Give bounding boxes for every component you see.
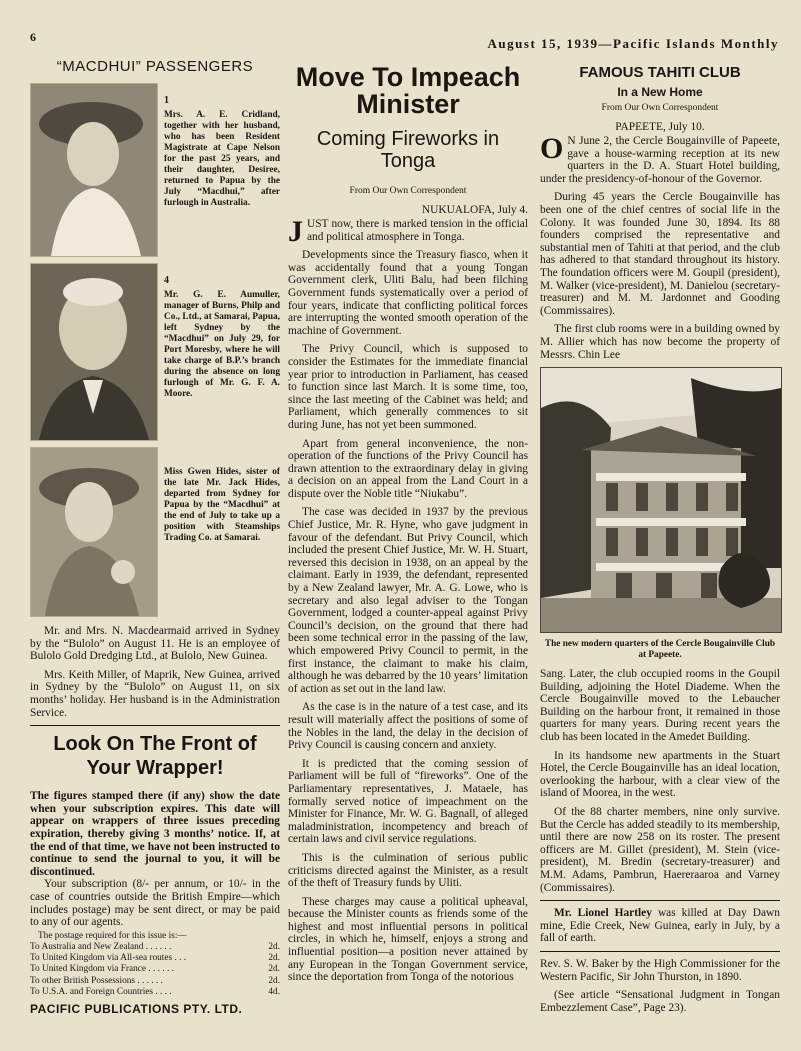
page-number: 6 [30, 30, 36, 44]
running-header: August 15, 1939—Pacific Islands Monthly [487, 36, 779, 51]
postage-amount: 4d. [268, 986, 280, 997]
news-paragraph [540, 907, 780, 945]
article-paragraph: As the case is in the nature of a test case, and its result will materially affect the positions of some of the Nobles in the land, the delay in the decision of Privy Council is causing concern and anxiety. [288, 701, 528, 752]
divider [540, 900, 780, 901]
correspondent-line: From Our Own Correspondent [601, 103, 719, 113]
dateline: NUKUALOFA, July 4. [421, 204, 528, 216]
postage-label: To United Kingdom via France . . . . . . [30, 964, 174, 975]
bold-name: Mr. Lionel Hartley [554, 907, 652, 920]
continued-paragraph: Rev. S. W. Baker by the High Commissioner for the Western Pacific, Sir John Thurston, in 1890. [540, 957, 780, 983]
postage-table [30, 931, 280, 998]
right-column [540, 58, 780, 1020]
postage-amount: 2d. [268, 953, 280, 964]
portrait-photo [30, 263, 158, 441]
caption [164, 83, 280, 257]
lead-paragraph [288, 215, 528, 248]
article-paragraph: These charges may cause a political upheaval, because the Minister counts as friends some of the highest and most influential persons in political circles, in which he, himself, enjoys a strong and influential position—a position never attained by any European in the Tongan Government service, since the deportation from Tonga of the notorious [288, 895, 528, 984]
article-paragraph: The case was decided in 1937 by the previous Chief Justice, Mr. R. Hyne, who gave judgment in favour of the defendant. But Privy Council, which included the present Chief Justice, Mr. W. H. Stuart, reversed this decision in 1938, on an appeal by the claimant. Early in 1939, the defendant, represented by a New Zealand lawyer, Mr. A. G. Lowe, who is secretary and also legal adviser to the Tongan Government, lodged a counter-appeal against Privy Council’s decision, on the ground that there had been some technical error in the passing of the law, which empowered Privy Council to permit, in the first instance, the claimant to make his claim, although he was debarred by the 10 years’ limitation of action as set out in the land law. [288, 506, 528, 695]
passenger-entry [30, 263, 280, 441]
postage-label: To U.S.A. and Foreign Countries . . . . [30, 986, 172, 997]
article-paragraph: The Privy Council, which is supposed to consider the Estimates for the immediate financial year prior to introduction in Parliament, has ceased to function since last March. It is some time, too, since the last meeting of the Cabinet was held; and Parliament, which generally commences to sit during June, has not yet been summoned. [288, 343, 528, 431]
caption-text: Mr. G. E. Aumuller, manager of Burns, Philp and Co., Ltd., at Samarai, Papua, left Sydney by the “Macdhui” on July 29, for Port Moresby, where he will take charge of B.P.’s branch during the absence on long furlough of Mr. G. F. A. Moore. [164, 290, 280, 399]
middle-column [288, 58, 528, 990]
dateline: PAPEETE, July 10. [615, 121, 705, 133]
caption [164, 263, 280, 441]
article-headline: FAMOUS TAHITI CLUB [579, 64, 741, 81]
lead-text: UST now, there is marked tension in the official and political atmosphere in Tonga. [307, 218, 528, 243]
article-paragraph: This is the culmination of serious public criticisms directed against the Minister, as a result of the theft of Treasury funds by Uliti. [288, 851, 528, 890]
wrapper-notice-title: Look On The Front of Your Wrapper! [53, 733, 257, 780]
postage-row [30, 976, 280, 987]
postage-row [30, 987, 280, 998]
drop-cap: J [288, 215, 303, 248]
postage-amount: 2d. [268, 975, 280, 986]
caption-text: Miss Gwen Hides, sister of the late Mr. Jack Hides, departed from Sydney for Papua by the “Macdhui” at the end of July to take up a position with Steamships Trading Co. at Samarai. [164, 467, 280, 543]
hartley-rest: was killed at Day Dawn mine, Edie Creek, New Guinea, early in July, by a fall of earth. [540, 907, 780, 945]
article-paragraph: It is predicted that the coming session of Parliament will be full of “fireworks”. One of the Parliamentary representatives, J. Mataele, has formally served notice of impeachment on the Minister for Finance, Mr. W. G. Bagnall, of alleged maladministration, incompetency and breach of certain laws and civil service regulations. [288, 757, 528, 846]
postage-row [30, 953, 280, 964]
postage-label: To United Kingdom via All-sea routes . . . [30, 953, 187, 964]
article-paragraph: The first club rooms were in a building owned by M. Allier which has now become the property of Messrs. Chin Lee [540, 323, 780, 361]
lead-text: N June 2, the Cercle Bougainville of Papeete, gave a house-warming reception at its new quarters in the D. A. Stuart Hotel building, under the presidency-of-honour of the Governor. [540, 135, 780, 185]
news-paragraph: Mrs. Keith Miller, of Maprik, New Guinea, arrived in Sydney by the “Bulolo” on August 11, on six months’ holiday. Her husband is in the Administration Service. [30, 668, 280, 719]
caption [164, 447, 280, 617]
article-paragraph: Apart from general inconvenience, the non-operation of the functions of the Privy Council has drawn attention to the extraordinary delay in giving a decision on an appeal from the Land Court in a dispute over the Noble title “Niukabu”. [288, 437, 528, 500]
publisher-name: PACIFIC PUBLICATIONS PTY. LTD. [30, 1001, 243, 1016]
postage-label: To other British Possessions . . . . . . [30, 975, 163, 986]
article-headline: Move To Impeach Minister [295, 62, 521, 119]
article-paragraph: In its handsome new apartments in the Stuart Hotel, the Cercle Bougainville has an ideal location, overlooking the harbour, with a clear view of the island of Moorea, in the west. [540, 749, 780, 800]
wrapper-notice-bold: The figures stamped there (if any) show the date when your subscription expires. This date will appear on wrappers of three issues preceding expiration, thereby giving 3 months’ notice. If, at the end of that time, we have not been instructed to continue to send the journal to you, it will be discontinued. [30, 790, 280, 878]
postage-amount: 2d. [268, 964, 280, 975]
caption-text: Mrs. A. E. Cridland, together with her husband, who has been Resident Magistrate at Cape Nelson for the past 25 years, and their daughter, Desiree, returned to Papua by the July “Macdhui,” after furlough in Australia. [164, 110, 280, 208]
left-column [30, 58, 280, 1016]
portrait-photo [30, 83, 158, 257]
marker: 4 [164, 275, 169, 286]
postage-amount: 2d. [268, 941, 280, 952]
marker: 1 [164, 95, 169, 106]
divider [30, 725, 280, 726]
article-subheadline: In a New Home [617, 85, 703, 99]
drop-cap: O [540, 132, 564, 165]
passenger-entry [30, 83, 280, 257]
see-article-note: (See article “Sensational Judgment in Tongan Embezzlement Case”, Page 23). [540, 989, 780, 1014]
photo-caption: The new modern quarters of the Cercle Bougainville Club at Papeete. [544, 639, 776, 660]
club-building-photo [540, 367, 782, 633]
wrapper-notice-text: Your subscription (8/- per annum, or 10/- in the case of countries outside the British Empire—which includes postage) may be sent direct, or may be paid to any of our agents. [30, 878, 280, 929]
postage-intro: The postage required for this issue is:— [38, 930, 187, 941]
portrait-photo [30, 447, 158, 617]
divider [540, 951, 780, 952]
article-paragraph: Of the 88 charter members, nine only survive. But the Cercle has added steadily to its membership, until there are now 258 on its roster. The present officers are M. Gillet (president), M. Stein (vice-president), M. Bredin (secretary-treasurer) and M.M. Adams, Pambrun, Haereraaroa and Varney (Commissaires). [540, 806, 780, 894]
article-paragraph: Sang. Later, the club occupied rooms in the Goupil Building, adjoining the Hotel Diademe. When the Cercle Bougainville moved to the Lebaucher Building on the harbour front, it remained in those quarters for many years. During recent years the club has been located in the Amedet Building. [540, 668, 780, 744]
postage-label: To Australia and New Zealand . . . . . . [30, 941, 172, 952]
lead-paragraph [540, 132, 780, 185]
postage-row [30, 964, 280, 975]
correspondent-line: From Our Own Correspondent [349, 186, 467, 196]
article-subheadline: Coming Fireworks in Tonga [316, 128, 500, 172]
section-title: “MACDHUI” PASSENGERS [56, 58, 254, 75]
postage-row [30, 942, 280, 953]
article-paragraph: During 45 years the Cercle Bougainville has been one of the chief centres of social life in the Colony. It was founded June 30, 1894. Its 88 founders comprised the representative and substantial men of Tahiti at that period, and the club has adhered to that standard throughout its history. The foundation officers were M. Goupil (president), M. Walker (vice-president), M. Danielou (secretary-treasurer) and M. M. Jardonnet and Gooding (Commissaires). [540, 191, 780, 317]
news-paragraph: Mr. and Mrs. N. Macdearmaid arrived in Sydney by the “Bulolo” on August 11. He is an employee of Bulolo Gold Dredging Ltd., at Bulolo, New Guinea. [30, 625, 280, 663]
article-paragraph: Developments since the Treasury fiasco, when it was accidentally found that a young Tongan Government clerk, Uliti Balu, had been filching Government funds systematically over a period of four years, indicate that conflicting political forces are interrupting the wonted smooth operation of the machine of Government. [288, 249, 528, 337]
passenger-entry [30, 447, 280, 617]
